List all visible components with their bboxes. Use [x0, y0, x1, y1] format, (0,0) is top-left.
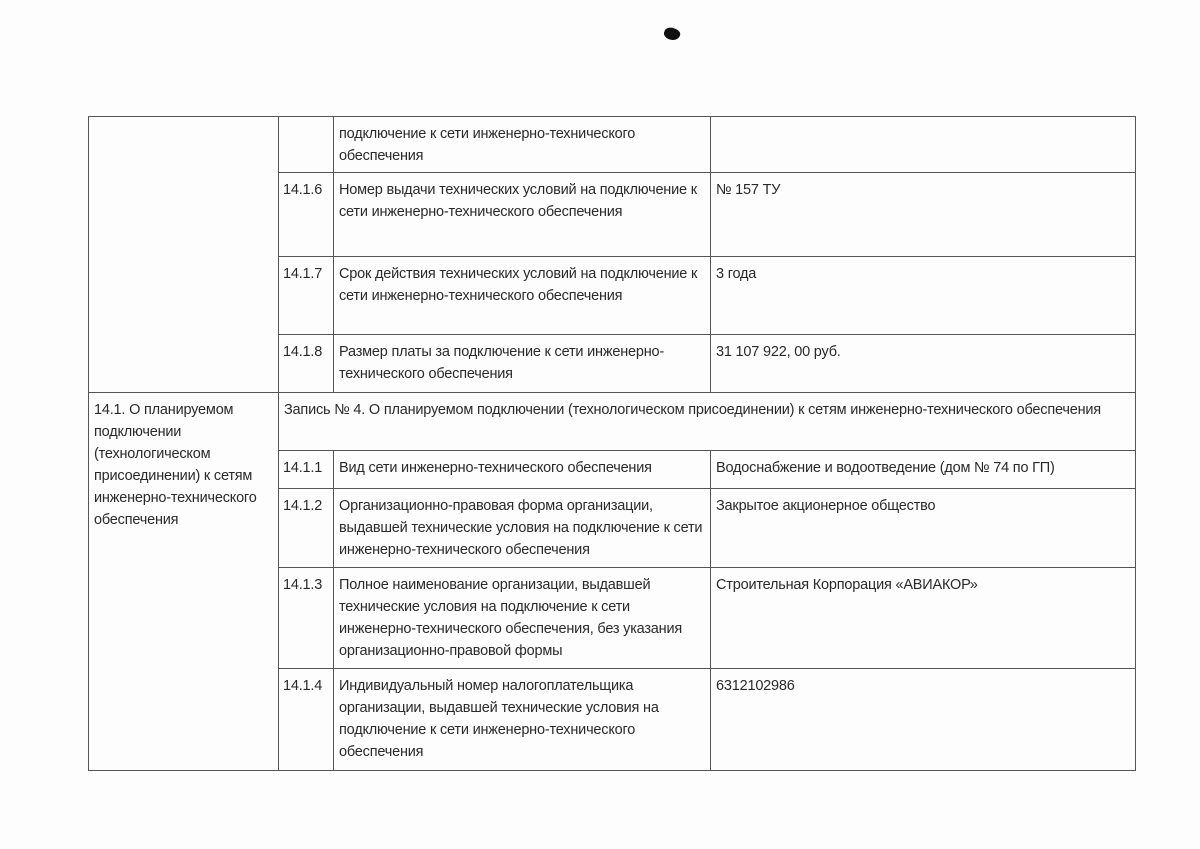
- ink-spot: [662, 26, 681, 43]
- row-value: Водоснабжение и водоотведение (дом № 74 по ГП): [711, 451, 1136, 489]
- row-value: [711, 117, 1136, 173]
- table-row: [89, 117, 1136, 173]
- row-number: 14.1.3: [279, 568, 334, 669]
- row-value: Строительная Корпорация «АВИАКОР»: [711, 568, 1136, 669]
- row-value: Закрытое акционерное общество: [711, 489, 1136, 568]
- row-value: 3 года: [711, 257, 1136, 335]
- row-number: 14.1.1: [279, 451, 334, 489]
- row-description: Размер платы за подключение к сети инженерно-технического обеспечения: [334, 335, 711, 393]
- row-number: 14.1.8: [279, 335, 334, 393]
- row-value: 31 107 922, 00 руб.: [711, 335, 1136, 393]
- row-number: 14.1.2: [279, 489, 334, 568]
- row-description: Вид сети инженерно-технического обеспечения: [334, 451, 711, 489]
- table-row: [89, 393, 1136, 451]
- record-header: Запись № 4. О планируемом подключении (технологическом присоединении) к сетям инженерно-технического обеспечения: [279, 393, 1136, 451]
- section-label: 14.1. О планируемом подключении (технологическом присоединении) к сетям инженерно-технического обеспечения: [89, 393, 279, 771]
- row-description: Номер выдачи технических условий на подключение к сети инженерно-технического обеспечения: [334, 173, 711, 257]
- row-number: [279, 117, 334, 173]
- row-number: 14.1.6: [279, 173, 334, 257]
- row-description: Индивидуальный номер налогоплательщика организации, выдавшей технические условия на подключение к сети инженерно-технического обеспечения: [334, 669, 711, 771]
- row-description: Полное наименование организации, выдавшей технические условия на подключение к сети инженерно-технического обеспечения, без указания организационно-правовой формы: [334, 568, 711, 669]
- row-number: 14.1.7: [279, 257, 334, 335]
- row-number: 14.1.4: [279, 669, 334, 771]
- row-description: подключение к сети инженерно-технического обеспечения: [334, 117, 711, 173]
- row-value: № 157 ТУ: [711, 173, 1136, 257]
- empty-section-cell: [89, 117, 279, 393]
- row-description: Срок действия технических условий на подключение к сети инженерно-технического обеспечения: [334, 257, 711, 335]
- document-table: [88, 116, 1136, 771]
- row-value: 6312102986: [711, 669, 1136, 771]
- row-description: Организационно-правовая форма организации, выдавшей технические условия на подключение к сети инженерно-технического обеспечения: [334, 489, 711, 568]
